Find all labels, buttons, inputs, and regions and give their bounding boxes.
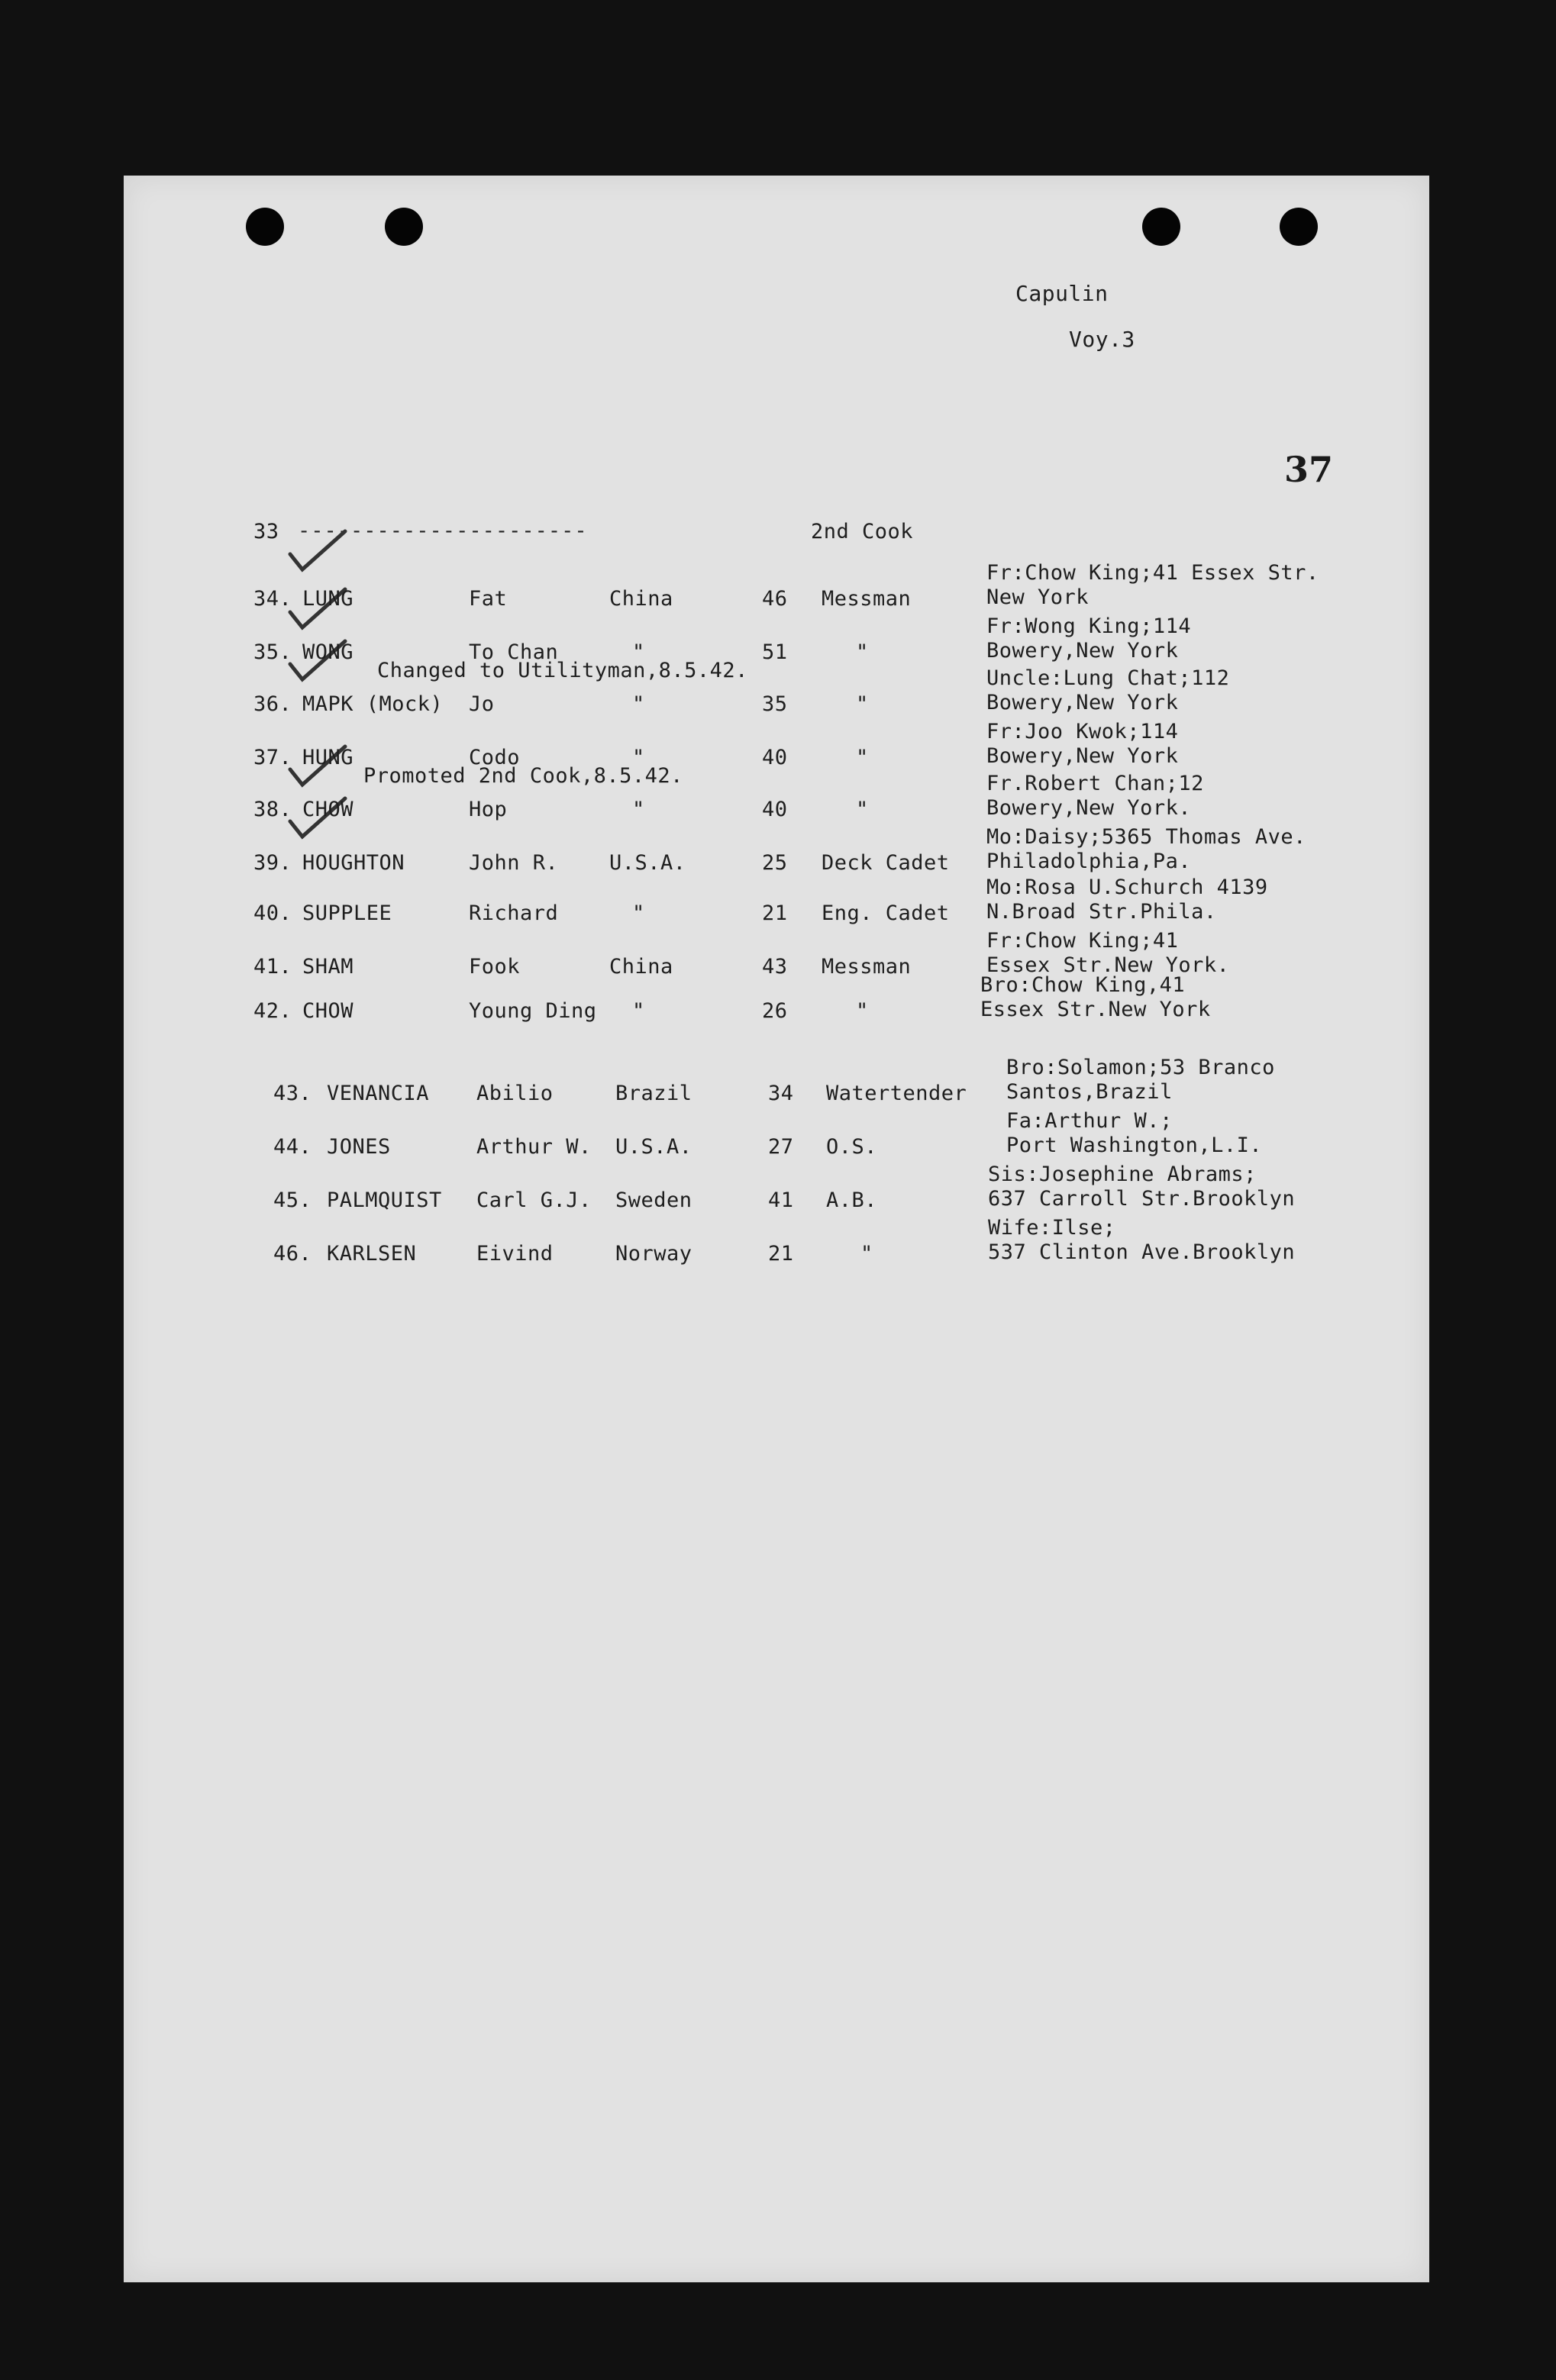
crew-age: 51 xyxy=(762,640,788,664)
crew-address-line1: Bro:Solamon;53 Branco xyxy=(1006,1056,1275,1079)
crew-surname: SHAM xyxy=(302,955,354,979)
crew-age: 35 xyxy=(762,692,788,716)
note-changed-utilityman: Changed to Utilityman,8.5.42. xyxy=(377,659,748,682)
crew-age: 46 xyxy=(762,587,788,611)
crew-address-line1: Bro:Chow King,41 xyxy=(980,973,1186,997)
crew-surname: SUPPLEE xyxy=(302,901,392,925)
crew-address-line1: Fr:Chow King;41 xyxy=(986,929,1179,953)
crew-address-line2: Philadolphia,Pa. xyxy=(986,850,1192,873)
crew-num: 43. xyxy=(273,1082,312,1105)
crew-rating: " xyxy=(860,1242,873,1266)
crew-address-line2: Bowery,New York xyxy=(986,639,1179,663)
crew-rating: " xyxy=(856,640,869,664)
crew-given: Fook xyxy=(469,955,521,979)
crew-address-line1: Fr:Joo Kwok;114 xyxy=(986,720,1179,743)
crew-num: 36. xyxy=(253,692,292,716)
crew-surname: JONES xyxy=(327,1135,391,1159)
crew-rating: Watertender xyxy=(826,1082,967,1105)
crew-rating: " xyxy=(856,692,869,716)
crew-address-line1: Wife:Ilse; xyxy=(988,1216,1116,1240)
crew-address-line1: Fr:Wong King;114 xyxy=(986,614,1192,638)
crew-age: 25 xyxy=(762,851,788,875)
crew-num: 46. xyxy=(273,1242,312,1266)
crew-num: 45. xyxy=(273,1188,312,1212)
crew-address-line2: Essex Str.New York xyxy=(980,998,1211,1021)
crew-given: Fat xyxy=(469,587,508,611)
crew-surname: MAPK (Mock) xyxy=(302,692,444,716)
crew-given: Eivind xyxy=(476,1242,554,1266)
crew-given: Richard xyxy=(469,901,559,925)
crew-address-line2: 637 Carroll Str.Brooklyn xyxy=(988,1187,1296,1211)
crew-given: Young Ding xyxy=(469,999,597,1023)
crew-address-line2: Port Washington,L.I. xyxy=(1006,1134,1263,1157)
crew-given: John R. xyxy=(469,851,559,875)
crew-nationality: China xyxy=(609,587,673,611)
line-33-number: 33 xyxy=(253,520,279,543)
punch-hole xyxy=(385,208,423,246)
crew-age: 43 xyxy=(762,955,788,979)
crew-given: Codo xyxy=(469,746,521,769)
crew-age: 34 xyxy=(768,1082,794,1105)
crew-address-line1: Uncle:Lung Chat;112 xyxy=(986,666,1230,690)
crew-nationality: Brazil xyxy=(615,1082,692,1105)
crew-surname: CHOW xyxy=(302,999,354,1023)
crew-rating: Messman xyxy=(822,955,912,979)
page-number: 37 xyxy=(1284,449,1334,490)
crew-nationality: U.S.A. xyxy=(615,1135,692,1159)
crew-nationality: Sweden xyxy=(615,1188,692,1212)
crew-surname: CHOW xyxy=(302,798,354,821)
crew-nationality: China xyxy=(609,955,673,979)
crew-address-line1: Fr:Chow King;41 Essex Str. xyxy=(986,561,1319,585)
crew-address-line1: Sis:Josephine Abrams; xyxy=(988,1163,1257,1186)
crew-rating: O.S. xyxy=(826,1135,878,1159)
crew-given: Arthur W. xyxy=(476,1135,592,1159)
crew-surname: KARLSEN xyxy=(327,1242,417,1266)
crew-nationality: " xyxy=(632,999,645,1023)
crew-address-line2: Bowery,New York xyxy=(986,744,1179,768)
crew-nationality: Norway xyxy=(615,1242,692,1266)
line-33-rating: 2nd Cook xyxy=(811,520,914,543)
crew-address-line1: Mo:Daisy;5365 Thomas Ave. xyxy=(986,825,1306,849)
crew-rating: " xyxy=(856,746,869,769)
crew-age: 41 xyxy=(768,1188,794,1212)
crew-given: Carl G.J. xyxy=(476,1188,592,1212)
crew-surname: VENANCIA xyxy=(327,1082,430,1105)
crew-surname: LUNG xyxy=(302,587,354,611)
crew-rating: Messman xyxy=(822,587,912,611)
crew-nationality: " xyxy=(632,798,645,821)
crew-surname: HOUGHTON xyxy=(302,851,405,875)
crew-num: 38. xyxy=(253,798,292,821)
crew-nationality: " xyxy=(632,640,645,664)
crew-address-line2: 537 Clinton Ave.Brooklyn xyxy=(988,1240,1296,1264)
crew-num: 44. xyxy=(273,1135,312,1159)
crew-num: 39. xyxy=(253,851,292,875)
crew-rating: " xyxy=(856,798,869,821)
crew-age: 21 xyxy=(762,901,788,925)
crew-nationality: " xyxy=(632,746,645,769)
ship-name: Capulin xyxy=(1015,281,1109,306)
punch-hole xyxy=(1280,208,1318,246)
crew-surname: PALMQUIST xyxy=(327,1188,442,1212)
crew-rating: Deck Cadet xyxy=(822,851,950,875)
crew-address-line2: New York xyxy=(986,585,1090,609)
crew-num: 40. xyxy=(253,901,292,925)
crew-surname: WONG xyxy=(302,640,354,664)
note-promoted-2nd-cook: Promoted 2nd Cook,8.5.42. xyxy=(363,764,683,788)
crew-age: 40 xyxy=(762,798,788,821)
crew-surname: HUNG xyxy=(302,746,354,769)
document-page xyxy=(124,176,1429,2282)
crew-address-line1: Fa:Arthur W.; xyxy=(1006,1109,1173,1133)
crew-address-line1: Mo:Rosa U.Schurch 4139 xyxy=(986,876,1268,899)
voyage-number: Voy.3 xyxy=(1069,327,1135,352)
crew-given: Abilio xyxy=(476,1082,554,1105)
crew-num: 34. xyxy=(253,587,292,611)
crew-rating: Eng. Cadet xyxy=(822,901,950,925)
line-33-blank: ---------------------- xyxy=(298,519,588,543)
crew-num: 37. xyxy=(253,746,292,769)
crew-given: Jo xyxy=(469,692,495,716)
crew-address-line2: Essex Str.New York. xyxy=(986,953,1230,977)
crew-address-line2: N.Broad Str.Phila. xyxy=(986,900,1217,924)
crew-age: 21 xyxy=(768,1242,794,1266)
crew-rating: A.B. xyxy=(826,1188,878,1212)
punch-hole xyxy=(1142,208,1180,246)
crew-nationality: " xyxy=(632,901,645,925)
crew-age: 27 xyxy=(768,1135,794,1159)
crew-given: Hop xyxy=(469,798,508,821)
crew-address-line2: Bowery,New York xyxy=(986,691,1179,714)
punch-hole xyxy=(246,208,284,246)
crew-nationality: U.S.A. xyxy=(609,851,686,875)
crew-address-line2: Santos,Brazil xyxy=(1006,1080,1173,1104)
crew-address-line1: Fr.Robert Chan;12 xyxy=(986,772,1204,795)
crew-address-line2: Bowery,New York. xyxy=(986,796,1192,820)
crew-rating: " xyxy=(856,999,869,1023)
crew-nationality: " xyxy=(632,692,645,716)
crew-num: 41. xyxy=(253,955,292,979)
crew-age: 40 xyxy=(762,746,788,769)
crew-num: 42. xyxy=(253,999,292,1023)
crew-age: 26 xyxy=(762,999,788,1023)
checkmark-icon xyxy=(287,527,348,572)
crew-num: 35. xyxy=(253,640,292,664)
crew-given: To Chan xyxy=(469,640,559,664)
